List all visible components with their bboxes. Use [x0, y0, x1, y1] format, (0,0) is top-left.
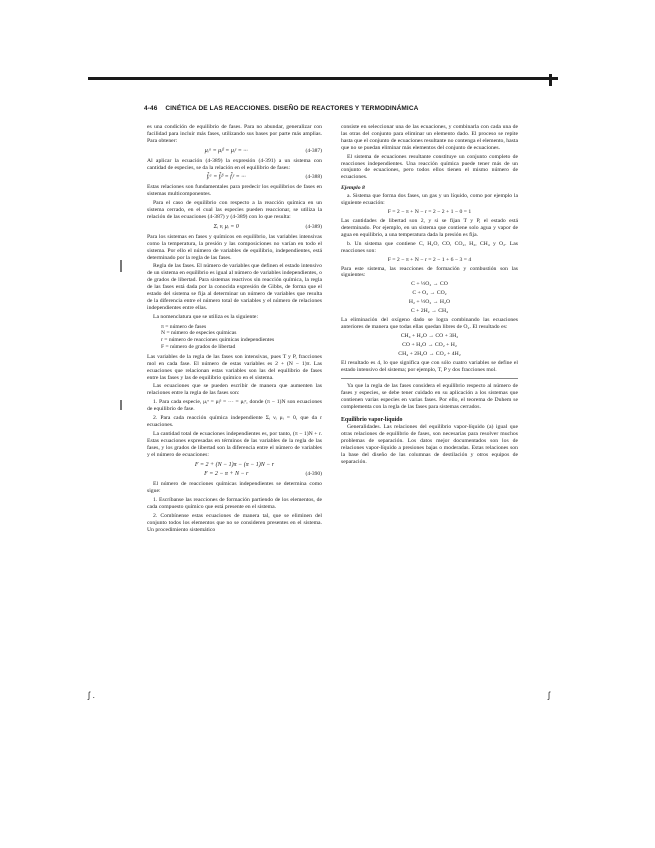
paragraph: Para el caso de equilibrio con respecto a la reacción química en un sistema cerrado, en el cual las especies pueden reaccionar, se utiliza la relación de las ecuaciones (4-387) y (4-389) con lo que resulta: [147, 200, 322, 220]
corner-mark [549, 74, 552, 86]
reaction: H₂ + ½O₂ → H₂O [408, 299, 451, 306]
paragraph: Para este sistema, las reacciones de formación y combustión son las siguientes: [341, 265, 518, 279]
list-item: N = número de especies químicas [161, 330, 237, 337]
paragraph: El sistema de ecuaciones resultante constituye un conjunto completo de reacciones independientes. Una reacción química puede tener más de un conjunto de ecuaciones, pero todos ellos tienen el mismo número de ecuaciones. [341, 153, 518, 181]
page-number: 4-46 [144, 105, 158, 112]
equation-expression: F = 2 + (N − 1)π − (π − 1)N − r [194, 461, 275, 468]
paragraph: Regla de las fases. El número de variables que definen el estado intensivo de un sistema en equilibrio es igual al número de variables independientes, o de grados de libertad. Para sistemas reactivos sin reacción química, la regla de las fases está dada por la conocida expresión de Gibbs, de forma que el estado del sistema se fija al determinar un número de variables que resulta de la diferencia entre el número total de variables y el número de relaciones independientes entre ellas. [147, 263, 322, 311]
equation-expression: μᵢᵅ = μᵢᵝ = μᵢᵞ = ··· [204, 147, 248, 154]
list-item: F = número de grados de libertad [161, 344, 236, 351]
formula-line: F = 2 − π + N − r = 2 − 2 + 1 − 0 = 1 [387, 208, 472, 215]
paragraph: Al aplicar la ecuación (4-389) la expresión (4-391) a un sistema con cantidad de especies, se da la relación en el equilibrio de fases: [147, 157, 322, 171]
paragraph: La nomenclatura que se utiliza es la siguiente: [153, 313, 259, 320]
example-end-rule [341, 378, 518, 379]
paragraph: La cantidad total de ecuaciones independientes es, por tanto, (π − 1)N + r. Estas ecuaciones expresadas en términos de las variables de la regla de las fases, y los grados de libertad son la diferencia entre el número de variables y el número de ecuaciones: [147, 430, 322, 458]
paragraph: Ya que la regla de las fases considera el equilibrio respecto al número de fases y especies, se debe tener cuidado en su aplicación a los sistemas que contienen varias especies en varias fases. Por ello, el teorema de Duhem se complementa con la regla de las fases para sistemas cerrados. [341, 382, 518, 410]
reaction: CH₄ + H₂O → CO + 3H₂ [400, 333, 459, 340]
paragraph: Las cantidades de libertad son 2, y si se fijan T y P, el estado está determinado. Por ejemplo, en un sistema que contiene solo agua y vapor de agua en equilibrio, a una temperatura dada la presión es fija. [341, 217, 518, 238]
equation [147, 224, 322, 231]
list-item: π = número de fases [161, 323, 207, 330]
reaction: C + ½O₂ → CO [411, 281, 448, 288]
paragraph: es una condición de equilibrio de fases. Para no abundar, generalizar con facilidad para incluir más fases, utilizando sus bases por parte más amplias. Para obtener: [147, 124, 322, 144]
equation-number: (4-389) [305, 223, 322, 230]
equation [147, 174, 322, 181]
paragraph: Las ecuaciones que se pueden escribir de manera que aumenten las relaciones entre la regla de las fases son: [147, 383, 322, 397]
reaction: CH₄ + 2H₂O → CO₂ + 4H₂ [398, 351, 461, 358]
running-header [144, 105, 418, 112]
paragraph: consiste en seleccionar una de las ecuaciones, y combinarla con cada una de las otras del conjunto para eliminar un elemento dado. El proceso se repite hasta que el conjunto de ecuaciones resultante no contenga el elemento, hasta que no se puedan eliminar más elementos del conjunto de ecuaciones. [341, 124, 518, 151]
reaction: C + O₂ → CO₂ [412, 290, 447, 297]
margin-mark [120, 260, 122, 272]
example-heading: Ejemplo 8 [341, 185, 365, 192]
chapter-title: CINÉTICA DE LAS REACCIONES. DISEÑO DE REACTORES Y TERMODINÁMICA [165, 105, 419, 112]
paragraph: b. Un sistema que contiene C, H₂O, CO, CO₂, H₂, CH₄ y O₂. Las reacciones son: [341, 240, 518, 254]
definition-list [161, 324, 322, 351]
paragraph: Generalidades. Las relaciones del equilibrio vapor-líquido (a) igual que otras relaciones de equilibrio de fases, son necesarias para resolver muchos problemas de separación. Los datos mejor documentados son los de relaciones vapor-líquido a presiones bajas o moderadas. Estas relaciones son la base del diseño de las columnas de destilación y otros equipos de separación. [341, 424, 518, 465]
paragraph: El número de reacciones químicas independientes se determina como sigue: [147, 481, 322, 495]
right-column [341, 124, 518, 468]
equation-expression: f̂ᵢᵅ = f̂ᵢᵝ = f̂ᵢᵞ = ··· [206, 174, 246, 181]
section-heading: Equilibrio vapor-líquido [341, 416, 403, 423]
paragraph: 1. Para cada especie, μᵢᵅ = μᵢᵝ = ··· = μᵢᵖ, donde (π − 1)N son ecuaciones de equilibrio de fase. [147, 399, 322, 413]
paragraph: El resultado es 4, lo que significa que con sólo cuatro variables se define el estado intensivo del sistema; por ejemplo, T, P y dos fracciones mol. [341, 360, 518, 374]
margin-mark [120, 400, 122, 410]
paragraph: Estas relaciones son fundamentales para predecir los equilibrios de fases en sistemas multicomponentes. [147, 184, 322, 198]
left-column [147, 124, 322, 536]
formula-line: F = 2 − π + N − r = 2 − 1 + 6 − 3 = 4 [387, 256, 472, 263]
reaction: CO + H₂O → CO₂ + H₂ [402, 342, 457, 349]
equation-number: (4-387) [305, 147, 322, 154]
bottom-right-mark: ʃ [548, 690, 550, 700]
paragraph: Para los sistemas en fases y químicos en equilibrio, las variables intensivas como la temperatura, la presión y las composiciones no varían en todo el sistema. Por ello el número de variables de equilibrio, independientes, está determinado por la regla de las fases. [147, 233, 322, 261]
bottom-left-mark: ʃ . [88, 690, 96, 700]
list-item: r = número de reacciones químicas independientes [161, 337, 275, 344]
top-rule [88, 77, 558, 80]
paragraph: 2. Para cada reacción química independiente Σᵢ νᵢ μᵢ = 0, que da r ecuaciones. [147, 415, 322, 428]
paragraph: a. Sistema que forma dos fases, un gas y un líquido, como por ejemplo la siguiente ecuación: [341, 193, 518, 207]
reaction: C + 2H₂ → CH₄ [410, 308, 449, 315]
paragraph: La eliminación del oxígeno dado se logra combinando las ecuaciones anteriores de manera que todas ellas quedan libres de O₂. El resultado es: [341, 317, 518, 331]
equation [147, 148, 322, 155]
paragraph: 2. Combínense estas ecuaciones de manera tal, que se eliminen del conjunto todos los elementos que no se consideren presentes en el sistema. Un procedimiento sistemático [147, 512, 322, 533]
paragraph: Las variables de la regla de las fases son intensivas, pues T y P, fracciones mol en cada fase. El número de estas variables es 2 + (N − 1)π. Las ecuaciones que relacionan estas variables son las del equilibrio de fases entre las fases y las de equilibrio químico en el sistema. [147, 353, 322, 381]
equation [147, 462, 322, 469]
equation-expression: F = 2 − π + N − r [204, 471, 249, 478]
equation-number: (4-388) [305, 174, 322, 181]
equation [147, 471, 322, 478]
equation-expression: Σᵢ νᵢ μᵢ = 0 [213, 223, 239, 230]
equation-number: (4-390) [305, 471, 322, 478]
paragraph: 1. Escríbanse las reacciones de formación partiendo de los elementos, de cada compuesto químico que está presente en el sistema. [147, 497, 322, 511]
